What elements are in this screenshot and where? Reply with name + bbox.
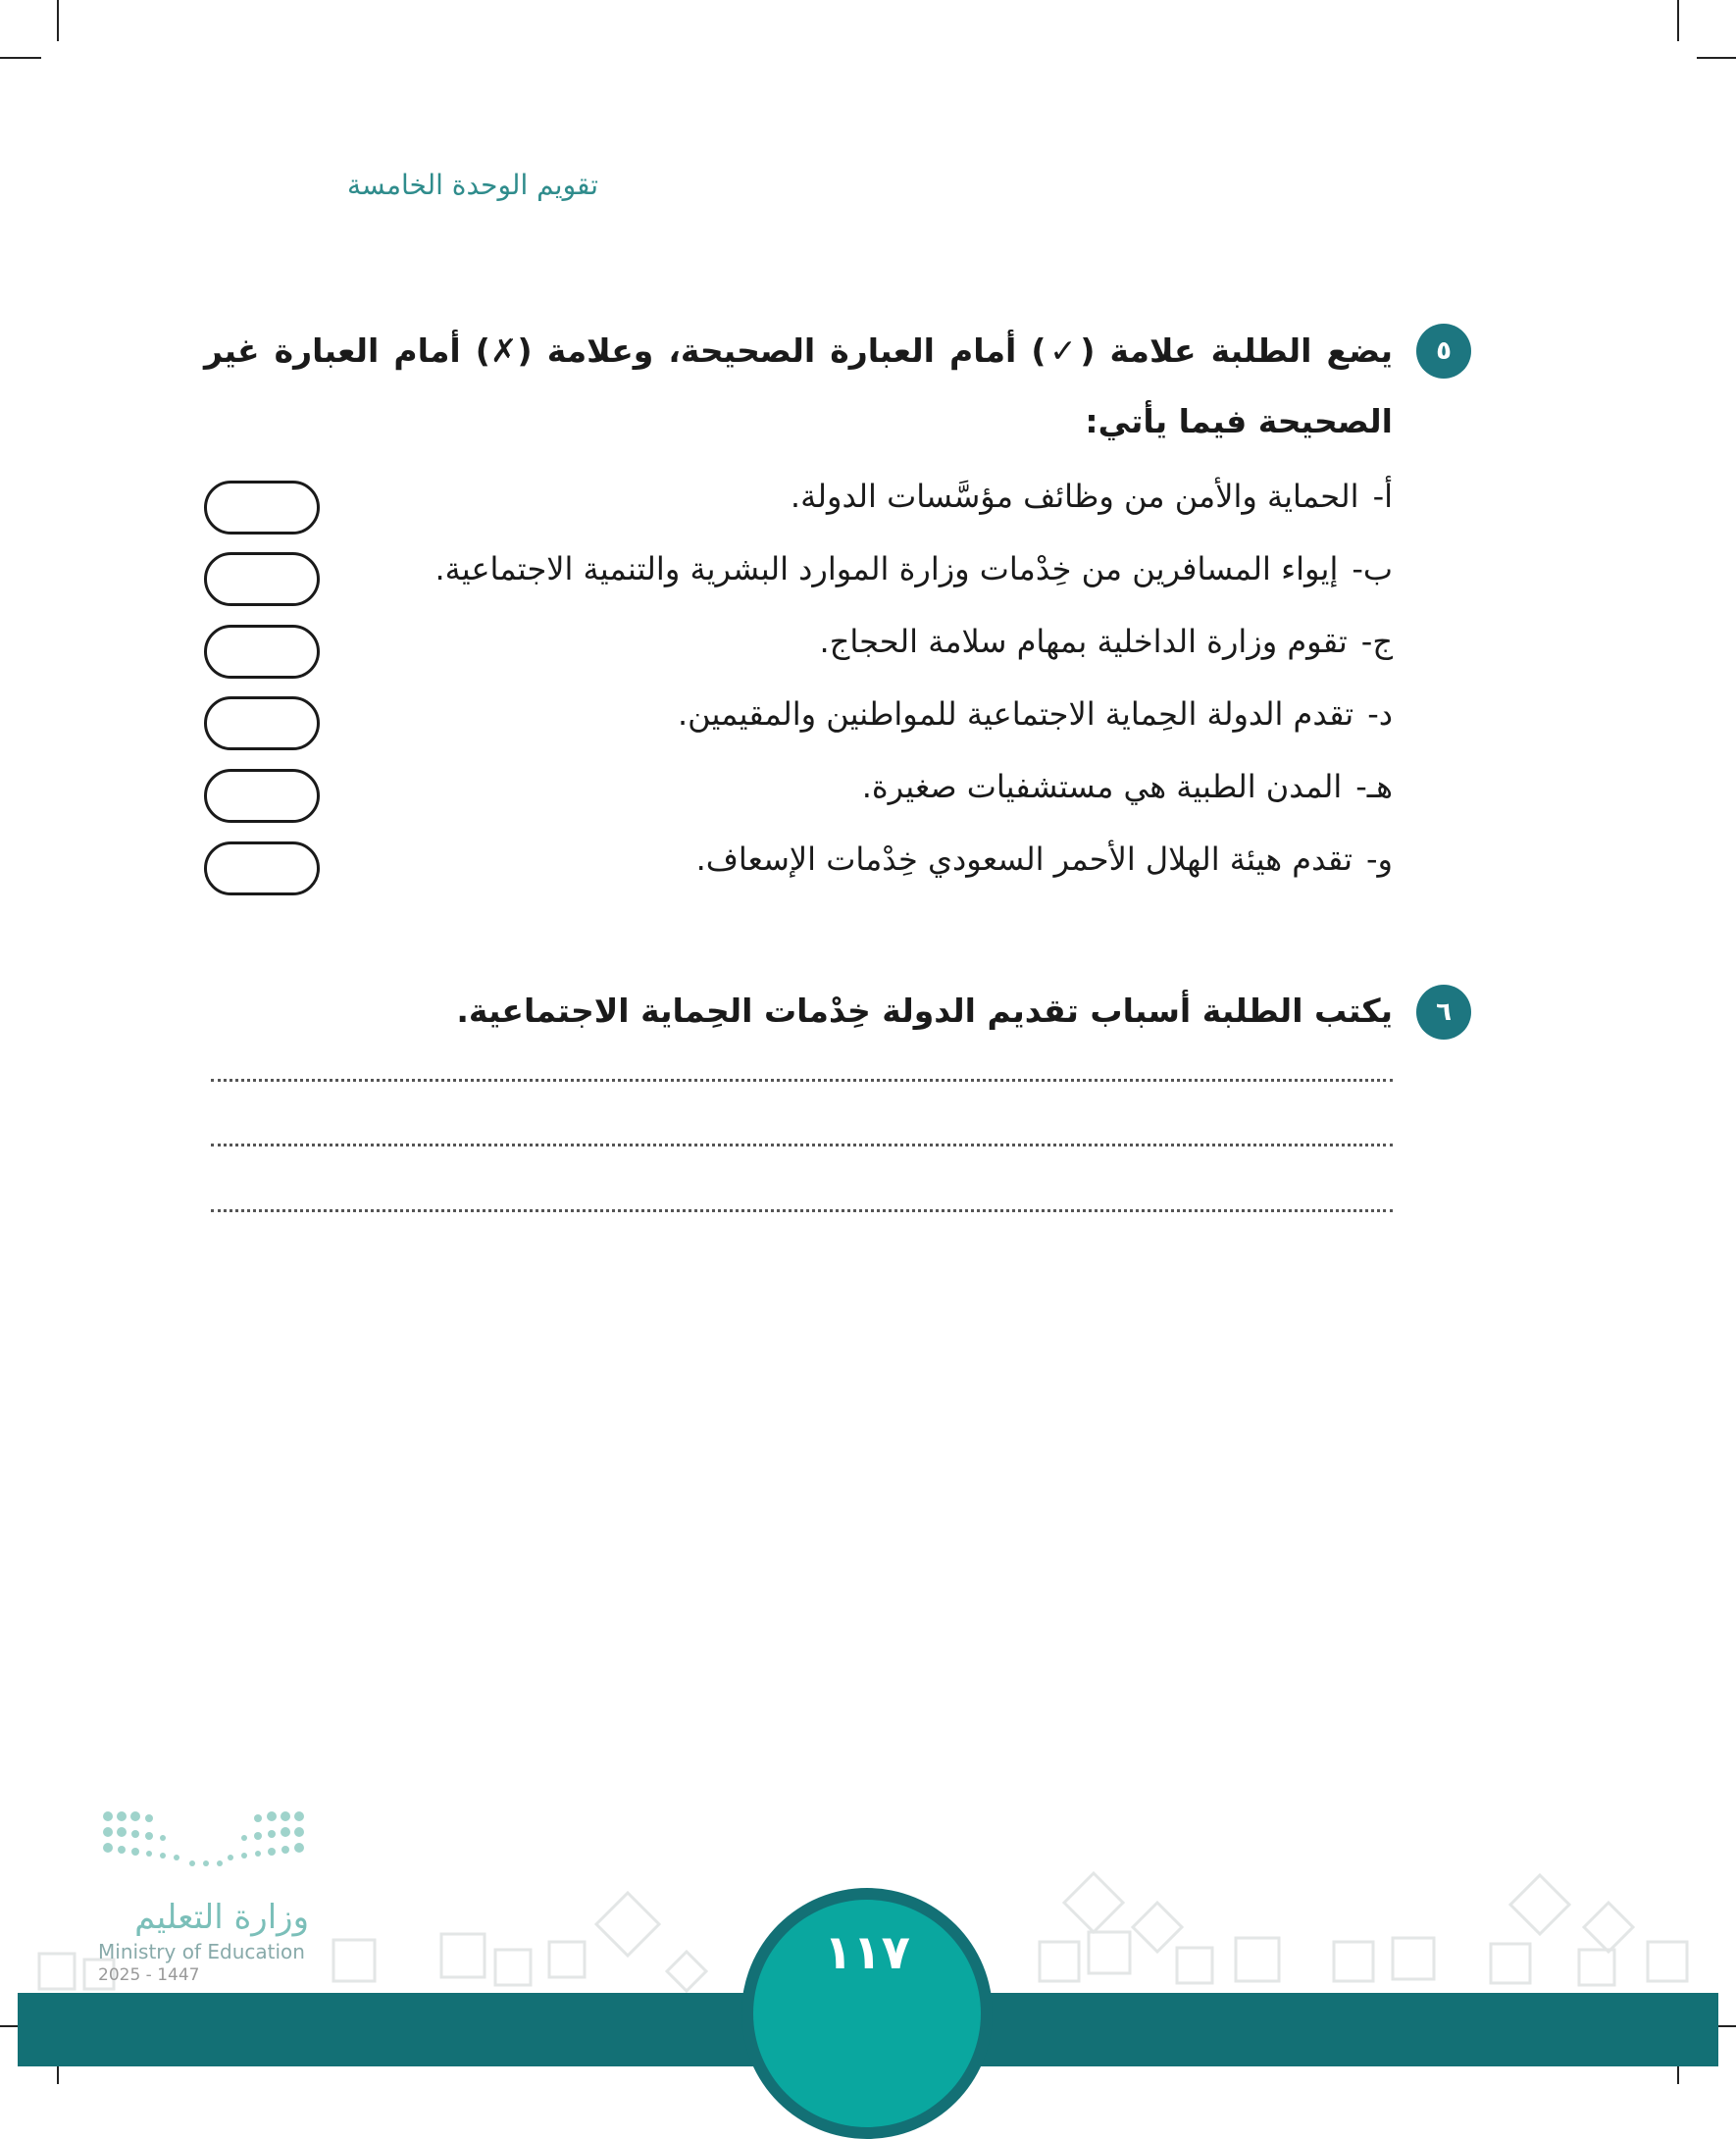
ministry-name-english: Ministry of Education bbox=[98, 1940, 305, 1963]
item-text: الحماية والأمن من وظائف مؤسَّسات الدولة. bbox=[790, 478, 1359, 515]
question-5-item bbox=[696, 830, 1393, 889]
item-text: تقدم هيئة الهلال الأحمر السعودي خِدْمات الإسعاف. bbox=[695, 840, 1353, 878]
answer-box[interactable] bbox=[204, 769, 320, 823]
item-letter: ج- bbox=[1360, 623, 1393, 660]
answer-line[interactable] bbox=[211, 1209, 1393, 1212]
ministry-logo-icon bbox=[98, 1805, 314, 1893]
answer-line[interactable] bbox=[211, 1144, 1393, 1146]
item-letter: ب- bbox=[1352, 550, 1393, 587]
answer-box[interactable] bbox=[204, 625, 320, 679]
crop-mark bbox=[1677, 0, 1679, 41]
crop-mark bbox=[57, 0, 59, 41]
page-number: ١١٧ bbox=[824, 1925, 910, 1980]
item-text: تقوم وزارة الداخلية بمهام سلامة الحجاج. bbox=[819, 623, 1348, 660]
question-5-prompt: يضع الطلبة علامة (✓) أمام العبارة الصحيحة، وعلامة (✗) أمام العبارة غير الصحيحة فيما يأتي: bbox=[204, 331, 1393, 440]
question-5-item bbox=[820, 612, 1393, 671]
answer-box[interactable] bbox=[204, 696, 320, 750]
item-text: تقدم الدولة الحِماية الاجتماعية للمواطنين والمقيمين. bbox=[677, 695, 1354, 733]
answer-line[interactable] bbox=[211, 1079, 1393, 1082]
answer-box[interactable] bbox=[204, 552, 320, 606]
question-5-item bbox=[434, 539, 1393, 598]
item-text: المدن الطبية هي مستشفيات صغيرة. bbox=[861, 768, 1343, 805]
item-letter: هـ- bbox=[1355, 768, 1393, 805]
question-5-item bbox=[862, 757, 1393, 816]
item-text: إيواء المسافرين من خِدْمات وزارة الموارد البشرية والتنمية الاجتماعية. bbox=[434, 550, 1339, 587]
question-6-prompt: يكتب الطلبة أسباب تقديم الدولة خِدْمات الحِماية الاجتماعية. bbox=[456, 992, 1393, 1030]
answer-box[interactable] bbox=[204, 841, 320, 895]
ministry-name-arabic: وزارة التعليم bbox=[134, 1898, 309, 1937]
item-letter: د- bbox=[1367, 695, 1393, 733]
item-letter: و- bbox=[1366, 840, 1393, 878]
unit-review-title: تقويم الوحدة الخامسة bbox=[346, 169, 598, 201]
question-5-item bbox=[678, 685, 1393, 743]
question-5-number-badge: ٥ bbox=[1416, 324, 1471, 379]
question-5-item bbox=[791, 467, 1393, 526]
ministry-year: 2025 - 1447 bbox=[98, 1965, 200, 1985]
crop-mark bbox=[0, 57, 41, 59]
answer-box[interactable] bbox=[204, 481, 320, 535]
question-6-number-badge: ٦ bbox=[1416, 985, 1471, 1040]
item-letter: أ- bbox=[1372, 478, 1393, 515]
crop-mark bbox=[1697, 57, 1736, 59]
page-number-circle bbox=[741, 1888, 993, 2139]
